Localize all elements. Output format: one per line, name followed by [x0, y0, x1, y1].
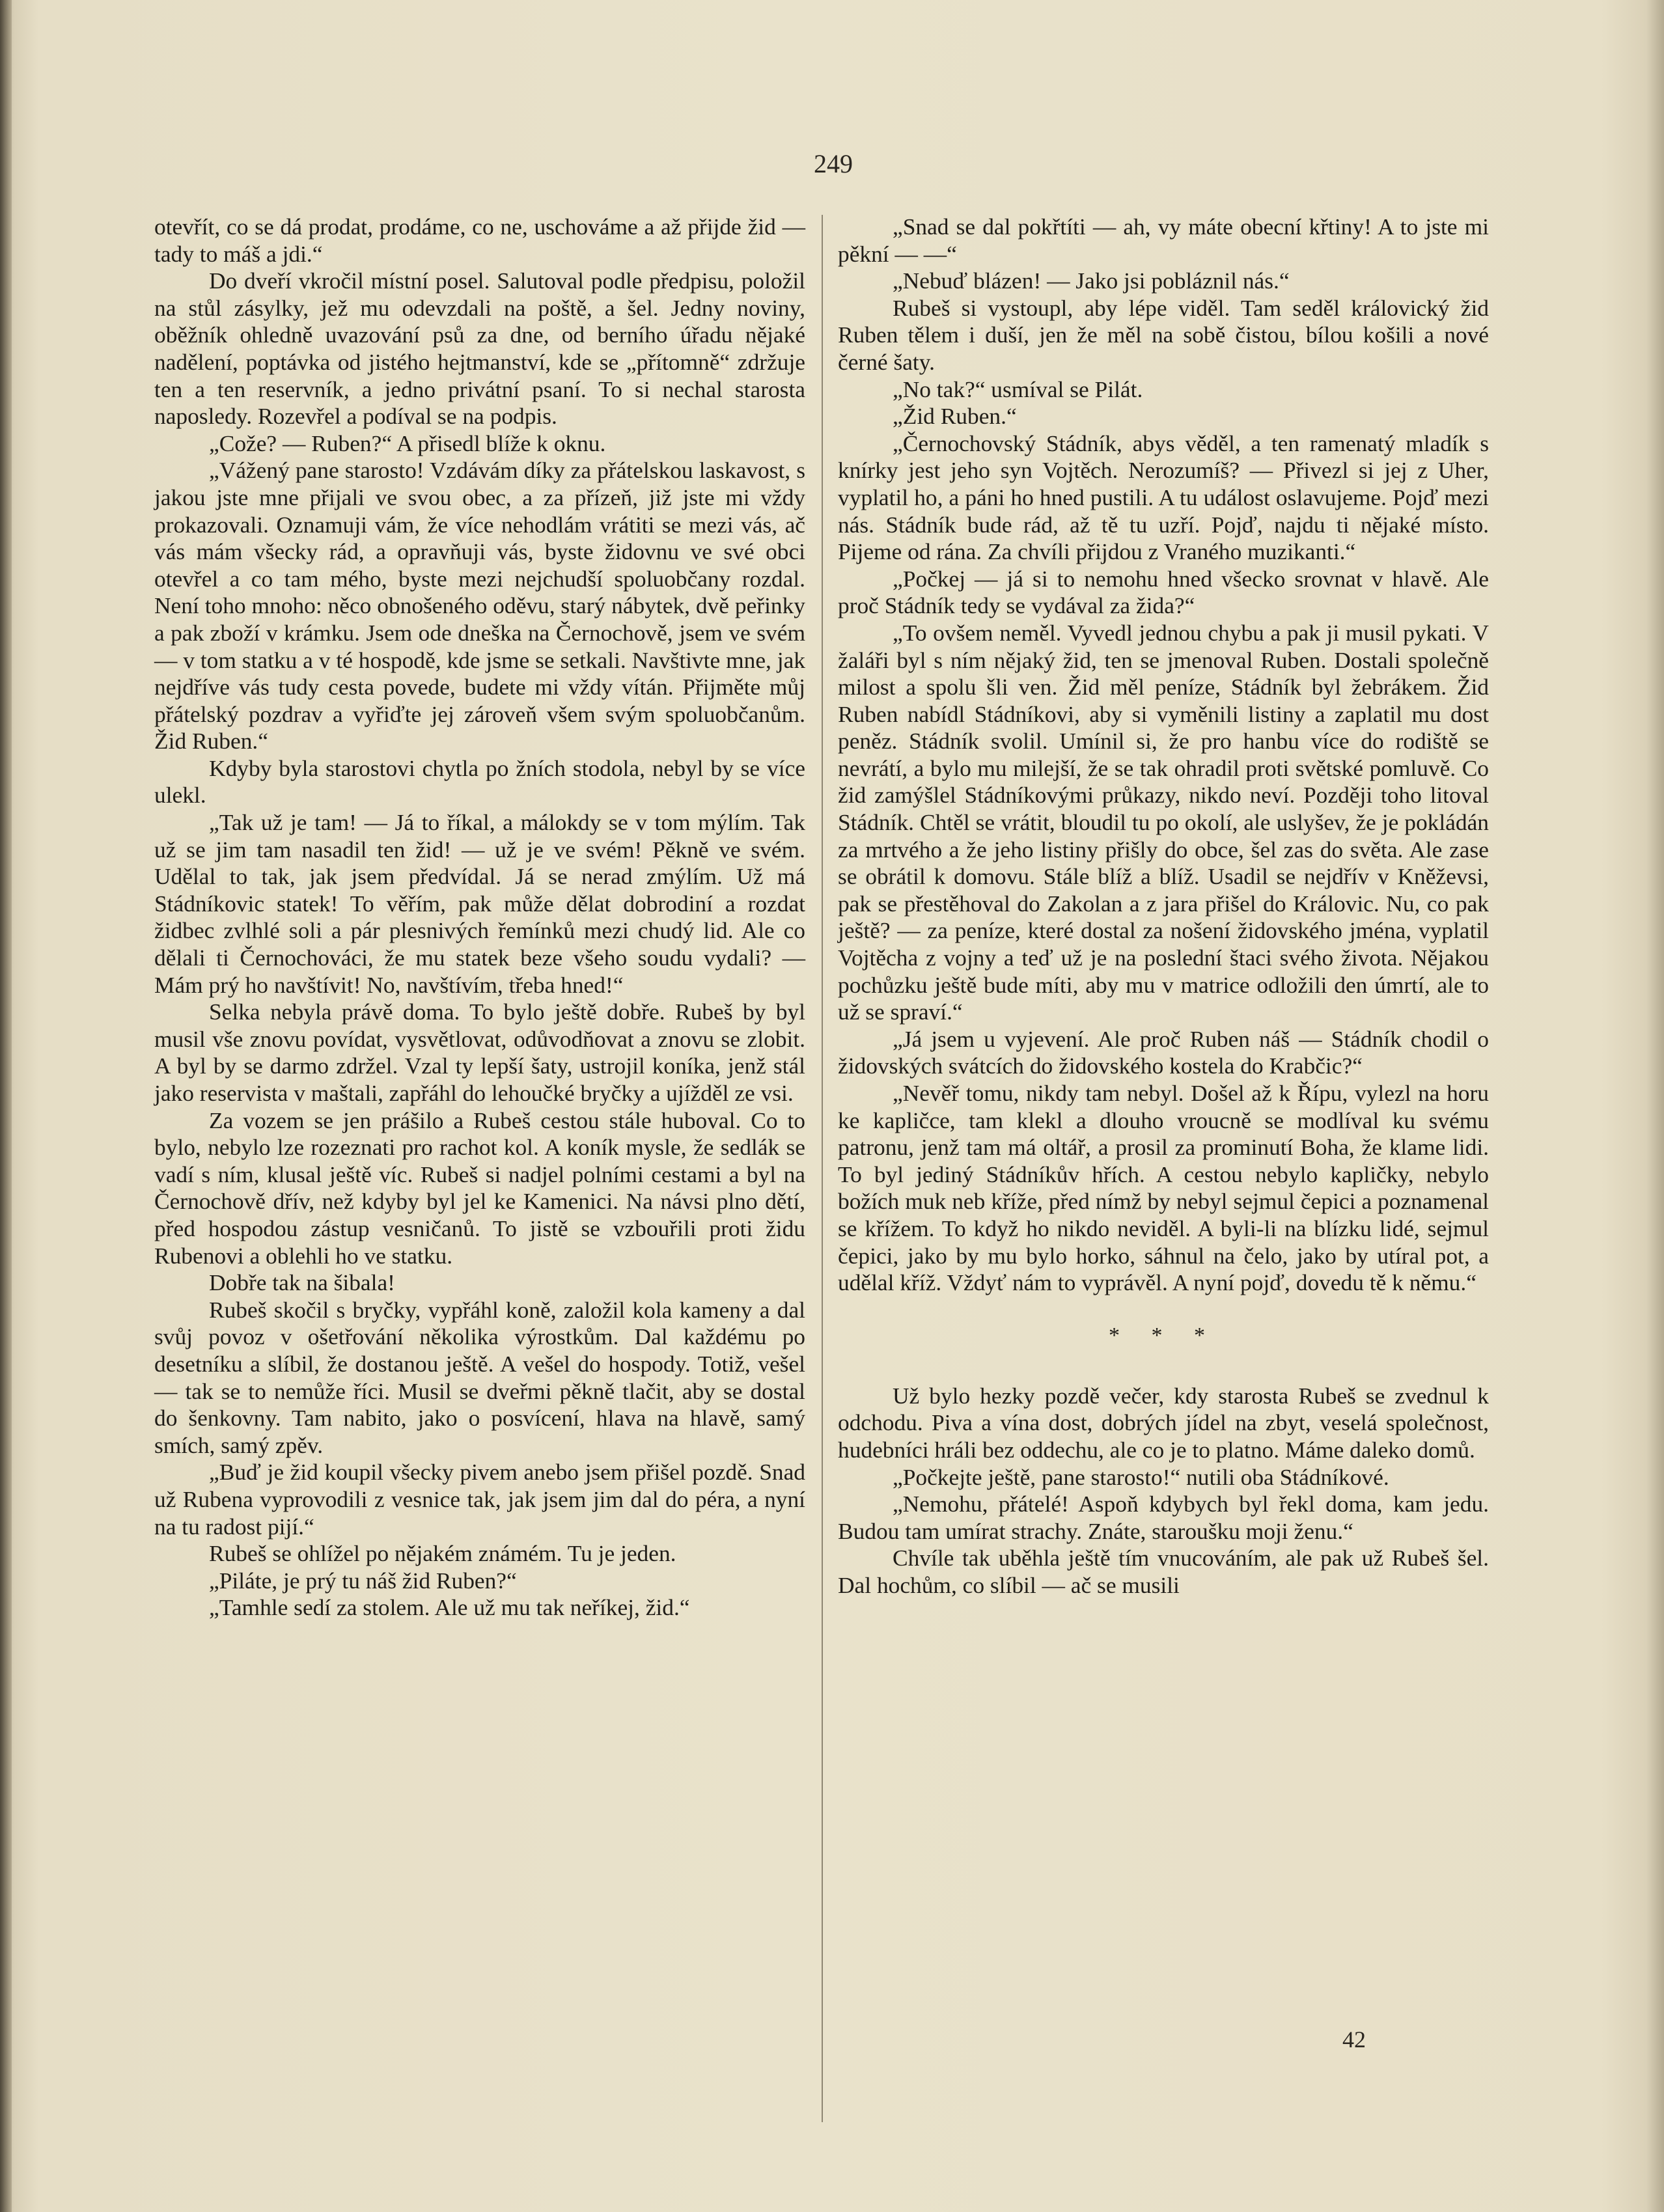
- paragraph: „No tak?“ usmíval se Pilát.: [893, 376, 1143, 402]
- paragraph: „To ovšem neměl. Vyvedl jednou chybu a pak ji musil pykati. V žaláři byl s ním nějaký žid, ten se jmenoval Ruben. Dostali společně milost a spolu šli ven. Žid měl peníze, Stádník byl žebrákem. Žid Ruben nabídl Stádníkovi, aby si vyměnili listiny a zaplatil mu dost peněz. Stádník svolil. Umínil si, že pro hanbu více do rodiště se nevrátí, a bylo mu milejší, že se tak ohradil proti světské pomluvě. Co žid zamýšlel Stádníkovými průkazy, nikdo neví. Později toho litoval Stádník. Chtěl se vrátit, bloudil tu po okolí, ale uslyšev, že je pokládán za mrtvého a že jeho listiny přišly do obce, šel zas do světa. Ale zase se obrátil k domovu. Stále blíž a blíž. Usadil se nejdřív v Kněževsi, pak se přestěhoval do Zakolan a z jara přišel do Královic. Nu, co pak ještě? — za peníze, které dostal za nošení židovského jména, vyplatil Vojtěcha z vojny a teď už je na poslední štaci svého života. Nějakou pochůzku ještě bude míti, aby mu v matrice odložili den úmrtí, ale to už se spraví.“: [838, 619, 1489, 1025]
- paragraph: „Buď je žid koupil všecky pivem anebo jsem přišel pozdě. Snad už Rubena vyprovodili z vesnice tak, jak jsem jim dal do péra, a nyní na tu radost pijí.“: [154, 1459, 805, 1540]
- section-break-asterism: * * *: [1109, 1323, 1218, 1348]
- paragraph: „Cože? — Ruben?“ A přisedl blíže k oknu.: [209, 430, 606, 456]
- paragraph: „Vážený pane starosto! Vzdávám díky za přátelskou laskavost, s jakou jste mne přijali ve svou obec, a za přízeň, již jste mi vždy prokazovali. Oznamuji vám, že více nehodlám vrátiti se mezi vás, ač vás mám všecky rád, a opravňuji vás, byste židovnu ve své obci otevřel a co tam mého, byste mezi nejchudší spoluobčany rozdal. Není toho mnoho: něco obnošeného oděvu, starý nábytek, dvě peřinky a pak zboží v krámku. Jsem ode dneška na Černochově, jsem ve svém — v tom statku a v té hospodě, kde jsme se setkali. Navštivte mne, jak nejdříve vás tudy cesta povede, budete mi vždy vítán. Přijměte můj přátelský pozdrav a vyřiďte jej zároveň všem svým spoluobčanům. Žid Ruben.“: [154, 457, 805, 754]
- right-text-column: [838, 214, 1489, 1599]
- paragraph: Kdyby byla starostovi chytla po žních stodola, nebyl by se více ulekl.: [154, 754, 805, 809]
- paragraph: Za vozem se jen prášilo a Rubeš cestou stále huboval. Co to bylo, nebylo lze rozeznati pro rachot kol. A koník mysle, že sedlák se vadí s ním, klusal ještě víc. Rubeš si nadjel polními cestami a byl na Černochově dřív, než kdyby byl jel ke Kamenici. Na návsi plno dětí, před hospodou zástup vesničanů. To jistě se vzbouřili proti židu Rubenovi a oblehli ho ve statku.: [154, 1107, 805, 1269]
- paragraph: „Piláte, je prý tu náš žid Ruben?“: [209, 1567, 517, 1594]
- paragraph: Už bylo hezky pozdě večer, kdy starosta Rubeš se zvednul k odchodu. Piva a vína dost, dobrých jídel na zbyt, veselá společnost, hudebníci hráli bez oddechu, ale co je to platno. Máme daleko domů.: [838, 1382, 1489, 1463]
- paragraph: „Počkej — já si to nemohu hned všecko srovnat v hlavě. Ale proč Stádník tedy se vydával za žida?“: [838, 565, 1489, 619]
- page-edge-shadow: [1647, 0, 1664, 2212]
- paragraph: „Počkejte ještě, pane starosto!“ nutili oba Stádníkové.: [893, 1463, 1389, 1490]
- paragraph: Dobře tak na šibala!: [209, 1269, 395, 1296]
- book-spine-shadow: [0, 0, 12, 2212]
- paragraph: „Já jsem u vyjevení. Ale proč Ruben náš — Stádník chodil o židovských svátcích do židovského kostela do Krabčic?“: [838, 1025, 1489, 1079]
- paragraph: Rubeš si vystoupl, aby lépe viděl. Tam seděl královický žid Ruben tělem i duší, jen že měl na sobě čistou, bílou košili a nové černé šaty.: [838, 294, 1489, 375]
- paragraph: Chvíle tak uběhla ještě tím vnucováním, ale pak už Rubeš šel. Dal hochům, co slíbil — ač se musili: [838, 1545, 1489, 1598]
- page-number: 249: [814, 149, 853, 178]
- paragraph: „Snad se dal pokřtíti — ah, vy máte obecní křtiny! A to jste mi pěkní — —“: [838, 214, 1489, 267]
- paragraph: „Černochovský Stádník, abys věděl, a ten ramenatý mladík s knírky jest jeho syn Vojtěch. Nerozumíš? — Přivezl si jej z Uher, vyplatil ho, a páni ho hned pustili. A tu událost oslavujeme. Pojď mezi nás. Stádník bude rád, až tě tu uzří. Pojď, najdu ti nějaké místo. Pijeme od rána. Za chvíli přijdou z Vraného muzikanti.“: [838, 430, 1489, 565]
- paragraph: „Nemohu, přátelé! Aspoň kdybych byl řekl doma, kam jedu. Budou tam umírat strachy. Znáte, staroušku moji ženu.“: [838, 1491, 1489, 1544]
- paragraph-continued: otevřít, co se dá prodat, prodáme, co ne, uschováme a až přijde žid — tady to máš a jdi.“: [154, 214, 805, 267]
- paragraph: „Nebuď blázen! — Jako jsi pobláznil nás.“: [893, 268, 1290, 294]
- left-text-column: [154, 214, 805, 1622]
- signature-mark: 42: [1342, 2026, 1366, 2053]
- paragraph: „Nevěř tomu, nikdy tam nebyl. Došel až k Řípu, vylezl na horu ke kapličce, tam klekl a dlouho vroucně se modlíval ku svému patronu, jenž tam má oltář, a prosil za prominutí Boha, že klame lidi. To byl jediný Stádníkův hřích. A cestou nebylo kapličky, nebylo božích muk neb kříže, před nímž by nebyl sejmul čepici a poznamenal se křížem. To když ho nikdo neviděl. A byli-li na blízku lidé, sejmul čepici, jako by mu bylo horko, sáhnul na čelo, jako by utíral pot, a udělal kříž. Vždyť nám to vyprávěl. A nyní pojď, dovedu tě k němu.“: [838, 1080, 1489, 1296]
- paragraph: Do dveří vkročil místní posel. Salutoval podle předpisu, položil na stůl zásylky, jež mu odevzdali na poště, a šel. Jedny noviny, oběžník ohledně uvazování psů za dne, od berního úřadu nějaké nadělení, poptávka od jistého hejtmanství, kde se „přítomně“ zdržuje ten a ten reservník, a jedno privátní psaní. To si nechal starosta naposledy. Rozevřel a podíval se na podpis.: [154, 268, 805, 430]
- paragraph: „Tamhle sedí za stolem. Ale už mu tak neříkej, žid.“: [209, 1594, 690, 1621]
- paragraph: „Tak už je tam! — Já to říkal, a málokdy se v tom mýlím. Tak už se jim tam nasadil ten žid! — už je ve svém! Pěkně ve svém. Udělal to tak, jak jsem předvídal. Já se nerad zmýlím. Už má Stádníkovic statek! To věřím, pak může dělat dobrodiní a rozdat židbec zvlhlé soli a pár plesnivých řemínků mezi chudý lid. Ale co dělali ti Černochováci, že mu statek beze všeho soudu vydali? — Mám prý ho navštívit! No, navštívím, třeba hned!“: [154, 809, 805, 998]
- paragraph: Rubeš se ohlížel po nějakém známém. Tu je jeden.: [209, 1540, 676, 1567]
- paragraph: Selka nebyla právě doma. To bylo ještě dobře. Rubeš by byl musil vše znovu povídat, vysvětlovat, odůvodňovat a znovu se zlobit. A byl by se darmo zdržel. Vzal ty lepší šaty, ustrojil koníka, jenž stál jako reservista v maštali, zapřáhl do lehoučké bryčky a ujížděl ze vsi.: [154, 999, 805, 1106]
- column-divider-rule: [822, 215, 823, 2122]
- paragraph: Rubeš skočil s bryčky, vypřáhl koně, založil kola kameny a dal svůj povoz v ošetřování několika výrostkům. Dal každému po desetníku a slíbil, že dostanou ještě. A vešel do hospody. Totiž, vešel — tak se to nemůže říci. Musil se dveřmi pěkně tlačit, aby se dostal do šenkovny. Tam nabito, jako o posvícení, hlava na hlavě, samý smích, samý zpěv.: [154, 1296, 805, 1458]
- paragraph: „Žid Ruben.“: [893, 403, 1017, 430]
